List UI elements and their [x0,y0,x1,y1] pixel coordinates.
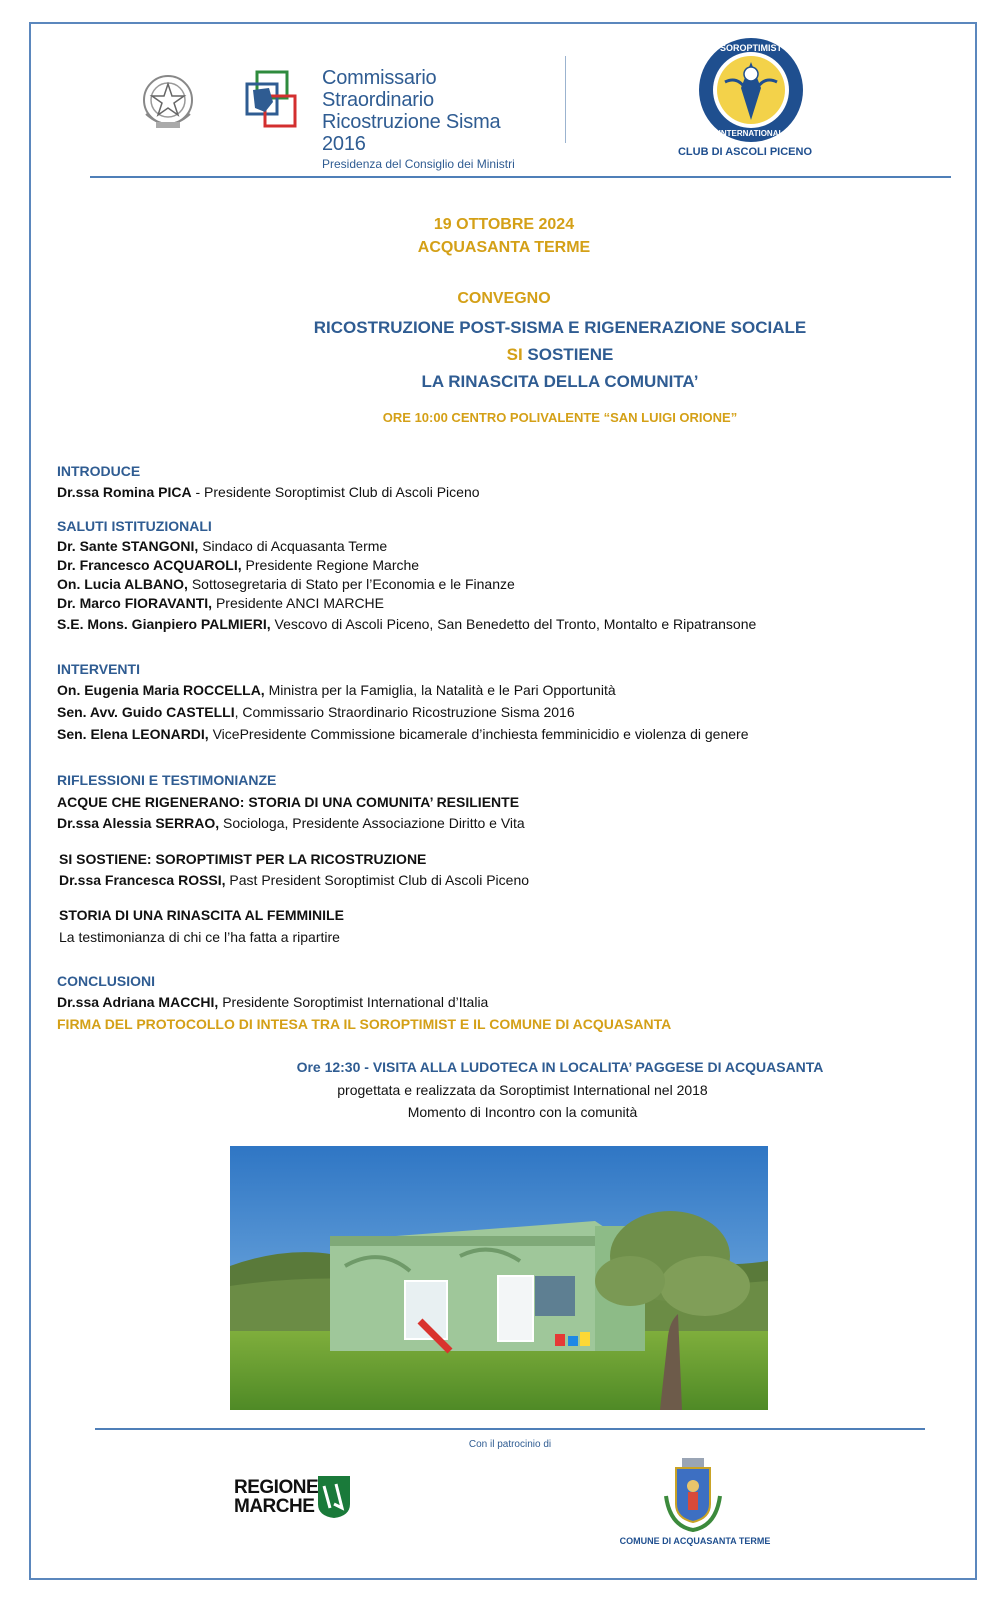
testimonianza-3-text: La testimonianza di chi ce l’ha fatta a ripartire [59,929,340,945]
event-time-place: ORE 10:00 CENTRO POLIVALENTE “SAN LUIGI ORIONE” [382,410,738,425]
event-date: 19 OTTOBRE 2024 [433,216,575,233]
event-title-2 [200,345,920,365]
speaker-role: Presidente Regione Marche [241,557,420,573]
soroptimist-top-text: SOROPTIMIST [719,43,783,53]
introduce-title: INTRODUCE [57,463,141,479]
commissario-line-2: Ricostruzione Sisma 2016 [322,111,501,155]
event-kind: CONVEGNO [457,290,551,307]
speaker-name: S.E. Mons. Gianpiero PALMIERI, [57,616,271,632]
visit-title: Ore 12:30 - VISITA ALLA LUDOTECA IN LOCALITA’ PAGGESE DI ACQUASANTA [296,1059,824,1075]
visit-line-2: progettata e realizzata da Soroptimist International nel 2018 [337,1082,708,1098]
comune-crest-icon [660,1456,726,1536]
speaker-role: Vescovo di Ascoli Piceno, San Benedetto del Tronto, Montalto e Ripatransone [270,616,757,632]
event-title-1: RICOSTRUZIONE POST-SISMA E RIGENERAZIONE SOCIALE [313,318,807,337]
speaker-role: Presidente Soroptimist International d’Italia [218,994,489,1010]
testimonianza-2-speaker [59,871,959,890]
regione-marche-logo [232,1470,362,1526]
soroptimist-logo [697,36,805,144]
event-title-2-si: SI [506,345,523,364]
event-title-2-rest: SOSTIENE [522,345,614,364]
visit-line-3: Momento di Incontro con la comunità [407,1104,638,1120]
interventi-item [57,725,957,744]
introduce-speaker [57,483,957,502]
saluti-item [57,575,957,594]
event-title-3: LA RINASCITA DELLA COMUNITA’ [421,372,699,391]
speaker-name: Dr.ssa Alessia SERRAO, [57,815,220,831]
speaker-role: Ministra per la Famiglia, la Natalità e le Pari Opportunità [264,682,616,698]
saluti-item [57,615,957,634]
speaker-role: Presidente ANCI MARCHE [212,595,385,611]
speaker-name: Dr.ssa Francesca ROSSI, [59,872,226,888]
speaker-name: Dr.ssa Adriana MACCHI, [57,994,219,1010]
regione-text-2: MARCHE [234,1496,315,1517]
interventi-item [57,681,957,700]
riflessioni-title: RIFLESSIONI E TESTIMONIANZE [57,772,277,788]
interventi-item [57,703,957,722]
soroptimist-bottom-text: INTERNATIONAL [718,129,784,138]
commissario-line-1: Commissario Straordinario [322,67,437,111]
event-place: ACQUASANTA TERME [417,239,591,256]
section-riflessioni [57,770,957,833]
saluti-title: SALUTI ISTITUZIONALI [57,518,212,534]
testimonianza-1-speaker [57,814,957,833]
section-interventi [57,659,957,744]
club-label: CLUB DI ASCOLI PICENO [677,146,813,158]
ludoteca-photo [230,1146,768,1410]
speaker-role: VicePresidente Commissione bicamerale d’inchiesta femminicidio e violenza di genere [208,726,749,742]
section-saluti [57,516,957,634]
testimonianza-2 [59,849,959,890]
commissario-line-3: Presidenza del Consiglio dei Ministri [322,157,515,171]
section-introduce [57,461,957,502]
speaker-name: Sen. Avv. Guido CASTELLI [57,704,235,720]
commissario-heading [322,67,542,173]
comune-label: COMUNE DI ACQUASANTA TERME [619,1536,771,1546]
speaker-name: Dr.ssa Romina PICA [57,484,192,500]
speaker-name: On. Eugenia Maria ROCCELLA, [57,682,265,698]
regione-text-1: REGIONE [234,1477,319,1498]
speaker-name: On. Lucia ALBANO, [57,576,188,592]
patrocinio-label: Con il patrocinio di [468,1439,552,1450]
speaker-role: Sindaco di Acquasanta Terme [198,538,388,554]
saluti-item [57,556,957,575]
saluti-item [57,594,957,613]
regione-shield-icon [316,1474,352,1520]
conclusioni-speaker [57,993,957,1012]
speaker-role: , Commissario Straordinario Ricostruzione Sisma 2016 [234,704,575,720]
testimonianza-3 [59,905,959,947]
speaker-role: Sottosegretaria di Stato per l’Economia e le Finanze [187,576,515,592]
testimonianza-1-title: ACQUE CHE RIGENERANO: STORIA DI UNA COMUNITA’ RESILIENTE [57,794,520,810]
saluti-item [57,537,957,556]
speaker-name: Sen. Elena LEONARDI, [57,726,209,742]
interventi-title: INTERVENTI [57,661,140,677]
header-rule [90,176,951,178]
testimonianza-3-title: STORIA DI UNA RINASCITA AL FEMMINILE [59,907,344,923]
speaker-role: Sociologa, Presidente Associazione Diritto e Vita [219,815,525,831]
italian-republic-emblem-icon [138,70,198,134]
speaker-name: Dr. Sante STANGONI, [57,538,199,554]
footer-rule [95,1428,925,1430]
speaker-name: Dr. Marco FIORAVANTI, [57,595,213,611]
speaker-name: Dr. Francesco ACQUAROLI, [57,557,242,573]
firma-protocollo: FIRMA DEL PROTOCOLLO DI INTESA TRA IL SOROPTIMIST E IL COMUNE DI ACQUASANTA [57,1016,672,1032]
testimonianza-2-title: SI SOSTIENE: SOROPTIMIST PER LA RICOSTRUZIONE [59,851,427,867]
commissario-logo-icon [243,68,299,132]
section-conclusioni [57,971,957,1034]
conclusioni-title: CONCLUSIONI [57,973,155,989]
speaker-role: Past President Soroptimist Club di Ascoli Piceno [225,872,530,888]
speaker-role: - Presidente Soroptimist Club di Ascoli Piceno [191,484,480,500]
header-divider [565,56,566,143]
